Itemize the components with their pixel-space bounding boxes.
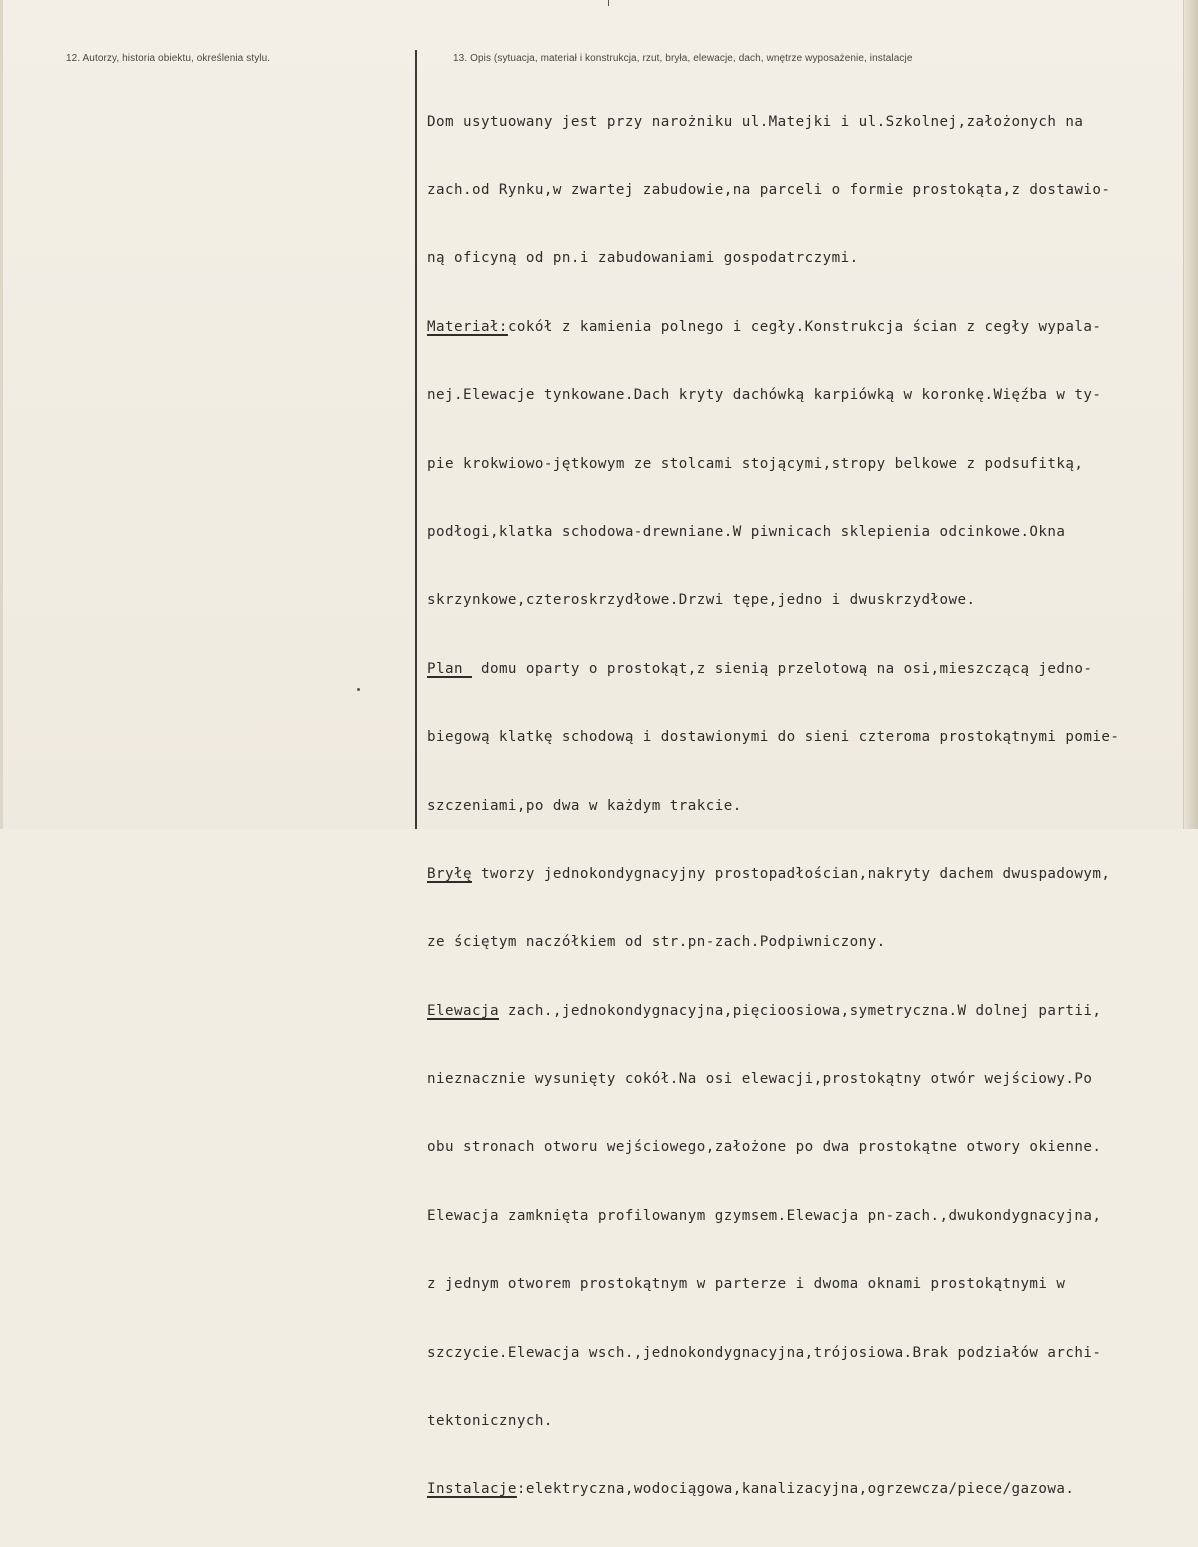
line-text: ną oficyną od pn.i zabudowaniami gospodatrczymi. — [427, 250, 859, 267]
text-line — [427, 1478, 1187, 1501]
line-text: Dom usytuowany jest przy narożniku ul.Matejki i ul.Szkolnej,założonych na — [427, 113, 1084, 130]
top-fold-mark — [608, 0, 609, 6]
text-line — [427, 658, 1187, 681]
line-text: zach.od Rynku,w zwartej zabudowie,na parceli o formie prostokąta,z dostawio- — [427, 181, 1111, 198]
text-line — [427, 931, 1187, 954]
text-line — [427, 1068, 1187, 1091]
line-text: pie krokwiowo-jętkowym ze stolcami stojącymi,stropy belkowe z podsufitką, — [427, 455, 1084, 472]
text-line — [427, 863, 1187, 886]
section-12-heading: 12. Autorzy, historia obiektu, określenia stylu. — [66, 53, 271, 64]
line-text: podłogi,klatka schodowa-drewniane.W piwnicach sklepienia odcinkowe.Okna — [427, 523, 1066, 540]
underlined-lead: Bryłę — [427, 865, 472, 882]
text-line — [427, 1000, 1187, 1023]
line-text: tektonicznych. — [427, 1413, 553, 1430]
text-line — [427, 795, 1187, 818]
text-line — [427, 1410, 1187, 1433]
text-line — [427, 1342, 1187, 1365]
line-text: ze ściętym naczółkiem od str.pn-zach.Podpiwniczony. — [427, 934, 886, 951]
section-13-body — [427, 65, 1187, 1547]
text-line — [427, 726, 1187, 749]
text-line — [427, 521, 1187, 544]
text-line — [427, 179, 1187, 202]
text-line — [427, 1205, 1187, 1228]
line-text: nej.Elewacje tynkowane.Dach kryty dachówką karpiówką w koronkę.Więźba w ty- — [427, 387, 1102, 404]
line-text: obu stronach otworu wejściowego,założone po dwa prostokątne otwory okienne. — [427, 1139, 1102, 1156]
line-text: szczeniami,po dwa w każdym trakcie. — [427, 797, 742, 814]
text-line — [427, 589, 1187, 612]
line-text: domu oparty o prostokąt,z sienią przelotową na osi,mieszczącą jedno- — [471, 660, 1093, 677]
text-line — [427, 247, 1187, 270]
line-text: :elektryczna,wodociągowa,kanalizacyjna,ogrzewcza/piece/gazowa. — [516, 1481, 1075, 1498]
line-text: z jednym otworem prostokątnym w parterze i dwoma oknami prostokątnymi w — [427, 1276, 1066, 1293]
underlined-lead: Plan — [427, 660, 472, 677]
line-text: zach.,jednokondygnacyjna,pięcioosiowa,symetryczna.W dolnej partii, — [498, 1002, 1102, 1019]
text-line — [427, 384, 1187, 407]
underlined-lead: Instalacje — [427, 1481, 517, 1498]
text-line — [427, 1136, 1187, 1159]
line-text: szczycie.Elewacja wsch.,jednokondygnacyjna,trójosiowa.Brak podziałów archi- — [427, 1344, 1102, 1361]
section-13-heading: 13. Opis (sytuacja, materiał i konstrukcja, rzut, bryła, elewacje, dach, wnętrze wyposażenie, instalacje — [453, 53, 913, 64]
line-text: cokół z kamienia polnego i cegły.Konstrukcja ścian z cegły wypala- — [507, 318, 1102, 335]
line-text: nieznacznie wysunięty cokół.Na osi elewacji,prostokątny otwór wejściowy.Po — [427, 1071, 1093, 1088]
line-text: Elewacja zamknięta profilowanym gzymsem.Elewacja pn-zach.,dwukondygnacyjna, — [427, 1207, 1102, 1224]
underlined-lead: Materiał: — [427, 318, 508, 335]
line-text: biegową klatkę schodową i dostawionymi do sieni czteroma prostokątnymi pomie- — [427, 729, 1120, 746]
underlined-lead: Elewacja — [427, 1002, 499, 1019]
line-text: tworzy jednokondygnacyjny prostopadłościan,nakryty dachem dwuspadowym, — [471, 865, 1111, 882]
line-text: skrzynkowe,czteroskrzydłowe.Drzwi tępe,jedno i dwuskrzydłowe. — [427, 592, 976, 609]
text-line — [427, 453, 1187, 476]
column-divider — [415, 50, 417, 829]
text-line — [427, 316, 1187, 339]
paper-left-edge — [0, 0, 3, 829]
text-line — [427, 1273, 1187, 1296]
text-line — [427, 111, 1187, 134]
paper-speck — [357, 688, 360, 691]
